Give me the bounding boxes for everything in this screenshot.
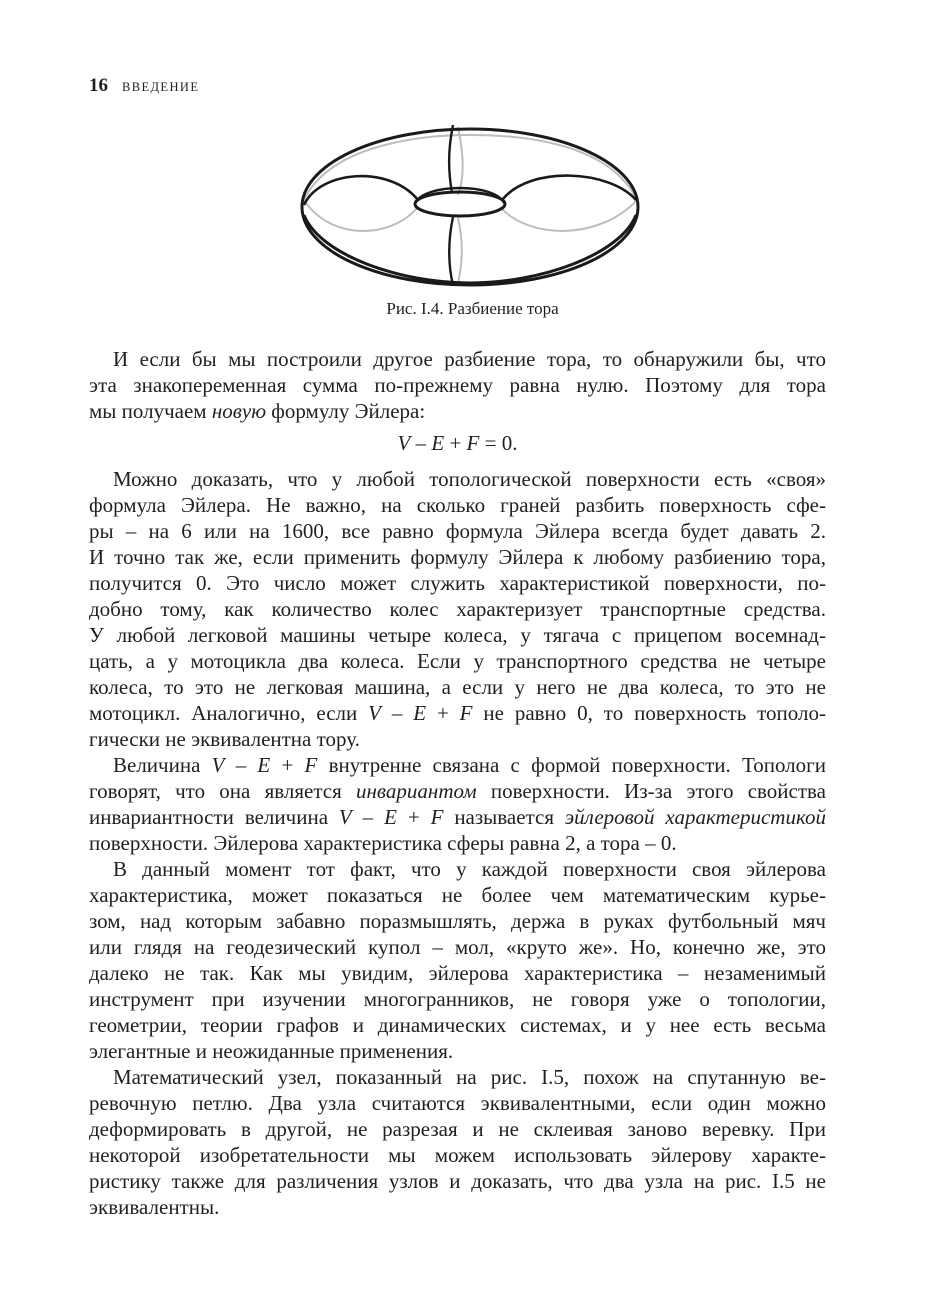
op-minus: – bbox=[224, 753, 258, 777]
var-v: V bbox=[211, 753, 225, 777]
text-span: называется bbox=[443, 805, 565, 829]
paragraph-1 bbox=[89, 346, 826, 464]
text-line bbox=[89, 700, 826, 726]
text-line: характеристика, может показаться не более чем математическим курье- bbox=[89, 883, 826, 907]
text-line: или глядя на геодезический купол – мол, «круто же». Но, конечно же, это bbox=[89, 935, 826, 959]
op-minus: – bbox=[351, 805, 385, 829]
op-plus: + bbox=[444, 431, 467, 455]
text-span: Величина bbox=[113, 753, 212, 777]
var-v: V bbox=[397, 431, 411, 455]
text-line bbox=[89, 804, 826, 830]
text-line: колеса, то это не легковая машина, а если у него не два колеса, то это не bbox=[89, 675, 826, 699]
var-v: V bbox=[368, 701, 381, 725]
text-line: добно тому, как количество колес характеризует транспортные средства. bbox=[89, 597, 826, 621]
text-line: геометрии, теории графов и динамических системах, и у нее есть весьма bbox=[89, 1013, 826, 1037]
text-line: У любой легковой машины четыре колеса, у тягача с прицепом восемнад- bbox=[89, 623, 826, 647]
text-line: ристику также для различения узлов и доказать, что два узла на рис. I.5 не bbox=[89, 1169, 826, 1193]
text-line bbox=[89, 398, 826, 424]
op-minus: – bbox=[380, 701, 414, 725]
text-line: цать, а у мотоцикла два колеса. Если у транспортного средства не четыре bbox=[89, 649, 826, 673]
text-span: говорят, что она является bbox=[89, 779, 357, 803]
var-f: F bbox=[430, 805, 444, 829]
text-span: инвариантности величина bbox=[89, 805, 339, 829]
text-line: ревочную петлю. Два узла считаются эквивалентными, если один можно bbox=[89, 1091, 826, 1115]
figure-caption: Рис. I.4. Разбиение тора bbox=[386, 299, 559, 318]
text-span: формулу Эйлера: bbox=[266, 399, 426, 423]
text-line: получится 0. Это число может служить характеристикой поверхности, по- bbox=[89, 571, 826, 595]
text-line: зом, над которым забавно поразмышлять, держа в руках футбольный мяч bbox=[89, 909, 826, 933]
text-line bbox=[89, 778, 826, 804]
running-head bbox=[89, 75, 199, 97]
text-line: деформировать в другой, не разрезая и не склеивая заново веревку. При bbox=[89, 1117, 826, 1141]
text-span: поверхности. Из-за этого свойства bbox=[476, 779, 827, 803]
var-e: E bbox=[257, 753, 271, 777]
text-line: инструмент при изучении многогранников, не говоря уже о топологии, bbox=[89, 987, 826, 1011]
text-line: эквивалентны. bbox=[89, 1195, 220, 1219]
emphasis-invariant: инвариантом bbox=[356, 779, 477, 803]
section-title: ВВЕДЕНИЕ bbox=[122, 80, 200, 94]
text-span: мы получаем bbox=[89, 399, 212, 423]
text-span: не равно 0, то поверхность тополо- bbox=[472, 701, 826, 725]
text-span: мотоцикл. Аналогично, если bbox=[89, 701, 369, 725]
torus-subdivision-icon bbox=[290, 115, 650, 295]
text-line: ры – на 6 или на 1600, все равно формула Эйлера всегда будет давать 2. bbox=[89, 519, 826, 543]
var-e: E bbox=[413, 701, 427, 725]
text-line: формула Эйлера. Не важно, на сколько граней разбить поверхность сфе- bbox=[89, 493, 826, 517]
paragraph-4 bbox=[89, 856, 826, 1064]
euler-formula-torus bbox=[89, 430, 826, 456]
paragraph-2 bbox=[89, 466, 826, 752]
text-line bbox=[89, 752, 826, 778]
var-e: E bbox=[431, 431, 445, 455]
text-line: поверхности. Эйлерова характеристика сферы равна 2, а тора – 0. bbox=[89, 831, 677, 855]
var-f: F bbox=[304, 753, 318, 777]
paragraph-5 bbox=[89, 1064, 826, 1220]
text-line: элегантные и неожиданные применения. bbox=[89, 1039, 454, 1063]
text-line: гически не эквивалентна тору. bbox=[89, 727, 360, 751]
op-plus: + bbox=[270, 753, 305, 777]
text-span: внутренне связана с формой поверхности. Топологи bbox=[317, 753, 827, 777]
text-line: Можно доказать, что у любой топологической поверхности есть «своя» bbox=[113, 467, 826, 491]
formula-rhs: = 0. bbox=[479, 431, 518, 455]
var-f: F bbox=[466, 431, 480, 455]
text-line: И точно так же, если применить формулу Эйлера к любому разбиению тора, bbox=[89, 545, 826, 569]
paragraph-3 bbox=[89, 752, 826, 856]
var-f: F bbox=[459, 701, 473, 725]
text-line: В данный момент тот факт, что у каждой поверхности своя эйлерова bbox=[113, 857, 826, 881]
torus-figure bbox=[290, 115, 650, 295]
op-minus: – bbox=[410, 431, 432, 455]
text-line: некоторой изобретательности мы можем использовать эйлерову характе- bbox=[89, 1143, 826, 1167]
text-line: далеко не так. Как мы увидим, эйлерова характеристика – незаменимый bbox=[89, 961, 826, 985]
text-line: Математический узел, показанный на рис. I.5, похож на спутанную ве- bbox=[113, 1065, 826, 1089]
text-line: эта знакопеременная сумма по-прежнему равна нулю. Поэтому для тора bbox=[89, 373, 826, 397]
var-v: V bbox=[338, 805, 352, 829]
op-plus: + bbox=[426, 701, 460, 725]
emphasis-new: новую bbox=[211, 399, 267, 423]
text-line: И если бы мы построили другое разбиение тора, то обнаружили бы, что bbox=[113, 347, 826, 371]
op-plus: + bbox=[396, 805, 431, 829]
page-number: 16 bbox=[89, 75, 108, 96]
emphasis-euler-characteristic: эйлеровой характеристикой bbox=[564, 805, 826, 829]
var-e: E bbox=[384, 805, 397, 829]
